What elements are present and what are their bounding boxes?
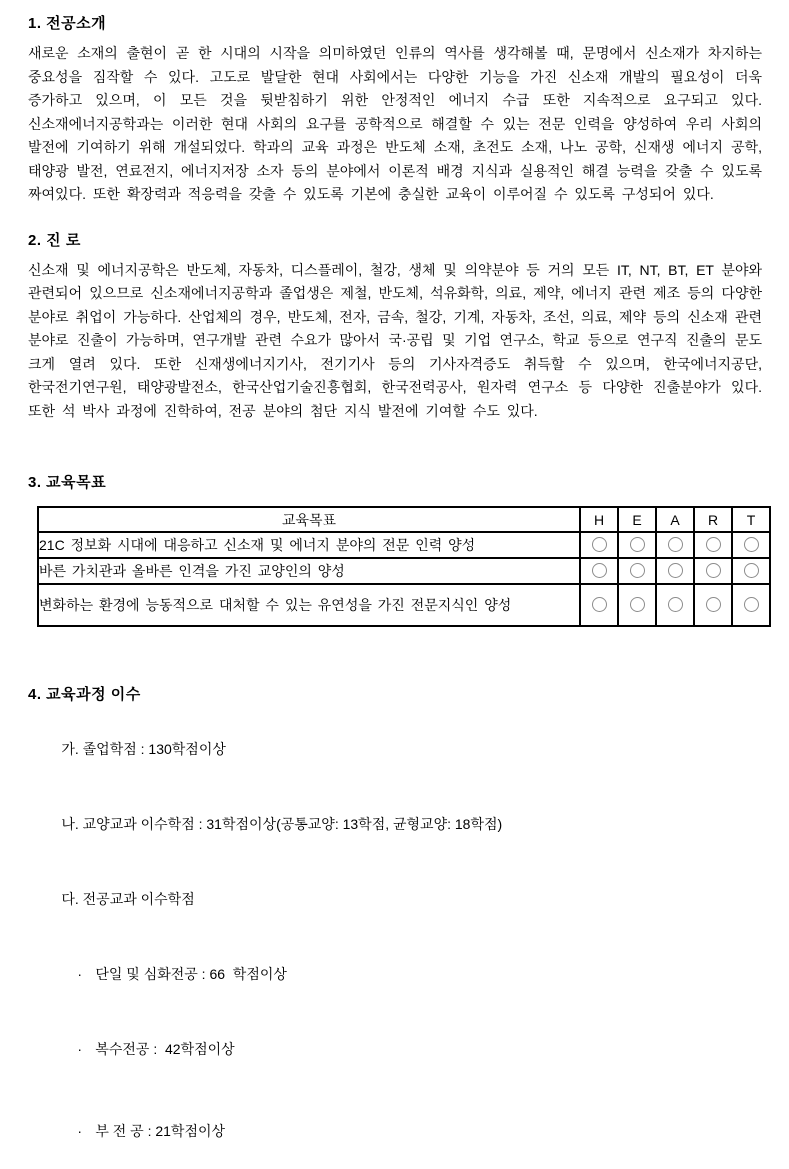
list-item	[28, 712, 762, 787]
column-header-r: R	[694, 507, 732, 532]
mark-cell	[580, 584, 618, 626]
list-item-text: 부 전 공 : 21학점이상	[95, 1123, 226, 1139]
empty-circle-mark	[668, 597, 683, 612]
mark-cell	[618, 558, 656, 584]
education-goals-table	[37, 506, 771, 627]
section-curriculum-heading: 4. 교육과정 이수	[28, 686, 141, 703]
empty-circle-mark	[706, 537, 721, 552]
mark-cell	[580, 558, 618, 584]
column-header-t: T	[732, 507, 770, 532]
table-row	[38, 558, 770, 584]
list-item	[28, 787, 762, 862]
mark-cell	[732, 558, 770, 584]
column-header-a: A	[656, 507, 694, 532]
empty-circle-mark	[630, 563, 645, 578]
section-intro-paragraph: 새로운 소재의 출현이 곧 한 시대의 시작을 의미하였던 인류의 역사를 생각해볼 때, 문명에서 신소재가 차지하는 중요성을 짐작할 수 있다. 고도로 발달한 현대 사회에서는 다양한 기능을 가진 신소재 개발의 필요성이 더욱 증가하고 있으며, 이 모든 것을 뒷받침하기 위한 안정적인 에너지 수급 또한 지속적으로 요구되고 있다. 신소재에너지공학과는 이러한 현대 사회의 요구를 공학적으로 해결할 수 있는 전문 인력을 양성하여 우리 사회의 발전에 기여하기 위해 개설되었다. 학과의 교육 과정은 반도체 소재, 초전도 소재, 나노 공학, 신재생 에너지 공학, 태양광 발전, 연료전지, 에너지저장 소자 등의 분야에서 이론적 배경 지식과 실용적인 해결 능력을 갖출 수 있도록 짜여있다. 또한 확장력과 적응력을 갖출 수 있도록 기본에 충실한 교육이 이루어질 수 있도록 구성되어 있다.	[28, 45, 762, 202]
curriculum-list	[28, 712, 762, 1169]
list-item-text: 나. 교양교과 이수학점 : 31학점이상(공통교양: 13학점, 균형교양: 18학점)	[61, 816, 503, 832]
table-header-row	[38, 507, 770, 532]
empty-circle-mark	[630, 537, 645, 552]
empty-circle-mark	[744, 537, 759, 552]
section-career-paragraph: 신소재 및 에너지공학은 반도체, 자동차, 디스플레이, 철강, 생체 및 의약분야 등 거의 모든 IT, NT, BT, ET 분야와 관련되어 있으므로 신소재에너지공학과 졸업생은 제철, 반도체, 석유화학, 의료, 제약, 에너지 관련 제조 등의 다양한 분야로 취업이 가능하다. 산업체의 경우, 반도체, 전자, 금속, 철강, 기계, 자동차, 조선, 의료, 제약 등의 신소재 관련 분야로 진출이 가능하며, 연구개발 관련 수요가 많아서 국·공립 및 기업 연구소, 학교 등으로 연구직 진출의 문도 크게 열려 있다. 또한 신재생에너지기사, 전기기사 등의 기사자격증도 취득할 수 있으며, 한국에너지공단, 한국전기연구원, 태양광발전소, 한국산업기술진흥협회, 한국전력공사, 원자력 연구소 등 다양한 진출분야가 있다. 또한 석 박사 과정에 진학하여, 전공 분야의 첨단 지식 발전에 기여할 수도 있다.	[28, 261, 762, 419]
goal-column-header: 교육목표	[38, 507, 580, 532]
table-row	[38, 584, 770, 626]
mark-cell	[732, 532, 770, 558]
list-item	[28, 862, 762, 937]
bullet-icon: ·	[77, 1123, 83, 1139]
section-career-heading: 2. 진 로	[28, 231, 81, 249]
list-item-text: 복수전공 : 42학점이상	[95, 1041, 235, 1057]
mark-cell	[618, 584, 656, 626]
mark-cell	[656, 532, 694, 558]
empty-circle-mark	[744, 563, 759, 578]
section-objectives-heading: 3. 교육목표	[28, 474, 107, 491]
mark-cell	[694, 584, 732, 626]
empty-circle-mark	[706, 597, 721, 612]
empty-circle-mark	[668, 537, 683, 552]
objective-text: 바른 가치관과 올바른 인격을 가진 교양인의 양성	[38, 558, 580, 584]
mark-cell	[618, 532, 656, 558]
objective-text: 변화하는 환경에 능동적으로 대처할 수 있는 유연성을 가진 전문지식인 양성	[38, 584, 580, 626]
empty-circle-mark	[706, 563, 721, 578]
column-header-h: H	[580, 507, 618, 532]
mark-cell	[656, 558, 694, 584]
empty-circle-mark	[592, 597, 607, 612]
list-item	[28, 1094, 762, 1169]
list-item	[28, 937, 762, 1012]
list-item-text: 다. 전공교과 이수학점	[61, 891, 195, 907]
mark-cell	[694, 558, 732, 584]
column-header-e: E	[618, 507, 656, 532]
mark-cell	[694, 532, 732, 558]
bullet-icon: ·	[77, 1041, 83, 1057]
bullet-icon: ·	[77, 966, 83, 982]
mark-cell	[580, 532, 618, 558]
list-item-text: 가. 졸업학점 : 130학점이상	[61, 741, 226, 757]
list-item	[28, 1012, 762, 1087]
table-row	[38, 532, 770, 558]
list-item-text: 단일 및 심화전공 : 66 학점이상	[95, 966, 287, 982]
mark-cell	[656, 584, 694, 626]
empty-circle-mark	[592, 537, 607, 552]
section-intro-heading: 1. 전공소개	[28, 15, 107, 32]
empty-circle-mark	[744, 597, 759, 612]
objective-text: 21C 정보화 시대에 대응하고 신소재 및 에너지 분야의 전문 인력 양성	[38, 532, 580, 558]
empty-circle-mark	[630, 597, 645, 612]
mark-cell	[732, 584, 770, 626]
empty-circle-mark	[592, 563, 607, 578]
empty-circle-mark	[668, 563, 683, 578]
